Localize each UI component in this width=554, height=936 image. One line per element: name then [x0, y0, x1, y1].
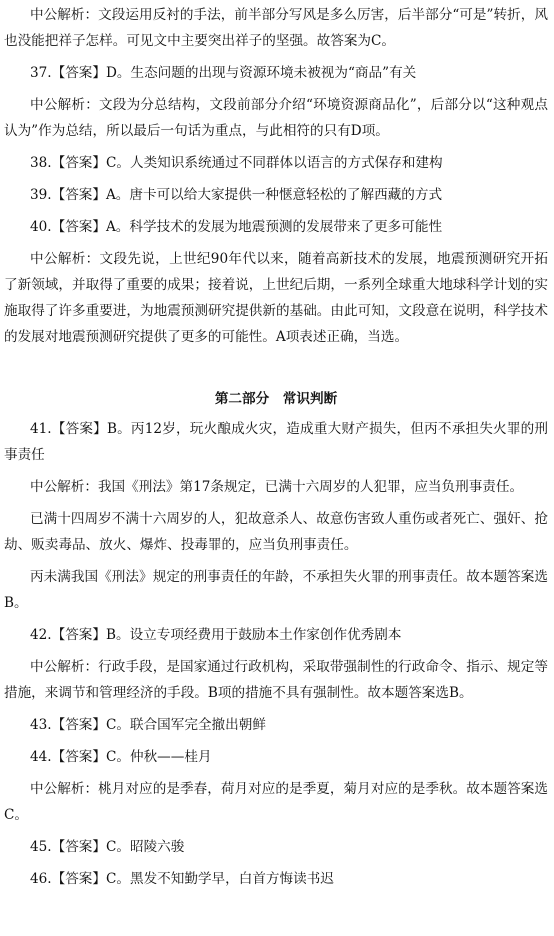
paragraph: 中公解析：文段运用反衬的手法，前半部分写风是多么厉害，后半部分“可是”转折，风也没能把祥子怎样。可见文中主要突出祥子的坚强。故答案为C。: [4, 7, 548, 49]
answer-line: 42.【答案】B。设立专项经费用于鼓励本土作家创作优秀剧本: [30, 627, 402, 643]
answer-line: 41.【答案】B。丙12岁，玩火酿成火灾，造成重大财产损失，但丙不承担失火罪的刑事责任: [4, 421, 548, 463]
answer-line: 44.【答案】C。仲秋——桂月: [30, 749, 212, 765]
paragraph: 丙未满我国《刑法》规定的刑事责任的年龄，不承担失火罪的刑事责任。故本题答案选B。: [4, 569, 548, 611]
answer-line: 43.【答案】C。联合国军完全撤出朝鲜: [30, 717, 266, 733]
paragraph: 中公解析：桃月对应的是季春，荷月对应的是季夏，菊月对应的是季秋。故本题答案选C。: [4, 781, 548, 823]
paragraph: 中公解析：文段先说，上世纪90年代以来，随着高新技术的发展，地震预测研究开拓了新领域，并取得了重要的成果；接着说，上世纪后期，一系列全球重大地球科学计划的实施取得了许多重要进，为地震预测研究提供新的基础。由此可知，文段意在说明，科学技术的发展对地震预测研究提供了更多的可能性。A项表述正确，当选。: [4, 251, 548, 345]
paragraph: 已满十四周岁不满十六周岁的人，犯故意杀人、故意伤害致人重伤或者死亡、强奸、抢劫、贩卖毒品、放火、爆炸、投毒罪的，应当负刑事责任。: [4, 511, 548, 553]
answer-line: 46.【答案】C。黑发不知勤学早，白首方悔读书迟: [30, 871, 334, 887]
paragraph: 中公解析：文段为分总结构，文段前部分介绍“环境资源商品化”，后部分以“这种观点认为”作为总结，所以最后一句话为重点，与此相符的只有D项。: [4, 97, 548, 139]
spacer: [4, 356, 548, 382]
paragraph: 中公解析：我国《刑法》第17条规定，已满十六周岁的人犯罪，应当负刑事责任。: [30, 479, 524, 495]
paragraph: 中公解析：行政手段，是国家通过行政机构，采取带强制性的行政命令、指示、规定等措施，来调节和管理经济的手段。B项的措施不具有强制性。故本题答案选B。: [4, 659, 548, 701]
answer-line: 40.【答案】A。科学技术的发展为地震预测的发展带来了更多可能性: [30, 219, 443, 235]
answer-line: 38.【答案】C。人类知识系统通过不同群体以语言的方式保存和建构: [30, 155, 443, 171]
answer-line: 39.【答案】A。唐卡可以给大家提供一种惬意轻松的了解西藏的方式: [30, 187, 443, 203]
answer-line: 37.【答案】D。生态问题的出现与资源环境未被视为“商品”有关: [30, 65, 417, 81]
section-title: 第二部分 常识判断: [214, 391, 338, 407]
answer-line: 45.【答案】C。昭陵六骏: [30, 839, 185, 855]
